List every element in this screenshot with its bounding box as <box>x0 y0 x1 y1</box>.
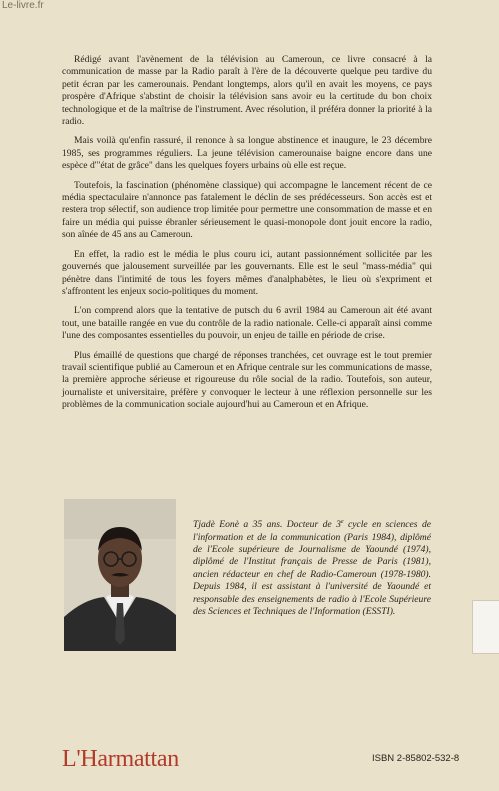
author-bio-part-1: Tjadè Eonè a 35 ans. Docteur de 3 <box>193 519 341 531</box>
blurb-paragraph-1: Rédigé avant l'avènement de la télévision au Cameroun, ce livre consacré à la communication de masse par la Radio paraît à l'ère de la découverte quelque peu tardive du petit écran par les camerounais. Pendant longtemps, alors qu'il en avait les moyens, ce pays prospère d'Afrique s'abstint de choisir la télévision sans avoir eu la certitude du bon choix technologique et de la maîtrise de l'instrument. Avec résolution, il préféra donner la priorité à la radio. <box>62 54 432 128</box>
author-photo <box>64 499 176 651</box>
blurb-text <box>62 54 432 419</box>
publisher-logo: L'Harmattan <box>62 746 179 772</box>
author-bio-part-2: cycle en sciences de l'information et de la communication (Paris 1984), diplômé de l'Ecole supérieure de Journalisme de Yaoundé (1974), diplômé de l'Institut français de Presse de Paris (1981), ancien rédacteur en chef de Radio-Cameroun (1978-1980). Depuis 1984, il est assistant à l'université de Yaoundé et responsable des enseignements de radio à l'Ecole Supérieure des Sciences et Techniques de l'Information (ESSTI). <box>193 519 431 618</box>
price-sticker <box>472 600 499 654</box>
author-portrait-image <box>64 499 176 651</box>
isbn: ISBN 2-85802-532-8 <box>372 753 460 764</box>
watermark: Le-livre.fr <box>2 0 44 11</box>
blurb-paragraph-3: Toutefois, la fascination (phénomène classique) qui accompagne le lancement récent de ce média spectaculaire n'annonce pas fatalement le déclin de ses prédécesseurs. Son accès est et restera trop sélectif, son audience trop limitée pour permettre une consommation de masse et en faire un média qui puisse ébranler sérieusement le quasi-monopole dont jouit encore la radio, son aînée de 45 ans au Cameroun. <box>62 179 432 241</box>
blurb-paragraph-4: En effet, la radio est le média le plus couru ici, autant passionnément sollicitée par les gouvernés que jalousement surveillée par les gouvernants. Elle est le seul "mass-média" qui pénètre dans l'intimité de tous les foyers mêmes d'analphabètes, le lieu où s'expriment et s'affrontent les enjeux socio-politiques du moment. <box>62 248 432 297</box>
author-bio-superscript: e <box>340 519 344 525</box>
blurb-paragraph-5: L'on comprend alors que la tentative de putsch du 6 avril 1984 au Cameroun ait été avant tout, une bataille rangée en vue du contrôle de la radio nationale. Celle-ci apparaît ainsi comme l'une des composantes essentielles du pouvoir, un enjeu de taille en période de crise. <box>62 305 432 342</box>
blurb-paragraph-2: Mais voilà qu'enfin rassuré, il renonce à sa longue abstinence et inaugure, le 23 décembre 1985, ses programmes réguliers. La jeune télévision camerounaise baigne encore dans une espèce d'"état de grâce" dans les quelques foyers urbains où elle est reçue. <box>62 135 432 172</box>
author-bio <box>193 516 431 618</box>
blurb-paragraph-6: Plus émaillé de questions que chargé de réponses tranchées, cet ouvrage est le tout premier travail scientifique publié au Cameroun et en Afrique centrale sur les communications de masse, la première approche sérieuse et rigoureuse du rôle social de la radio. Toutefois, son auteur, journaliste et universitaire, préfère y convoquer le lecteur à une réflexion personnelle sur les problèmes de la communication sociale aujourd'hui au Cameroun et en Afrique. <box>62 349 432 411</box>
